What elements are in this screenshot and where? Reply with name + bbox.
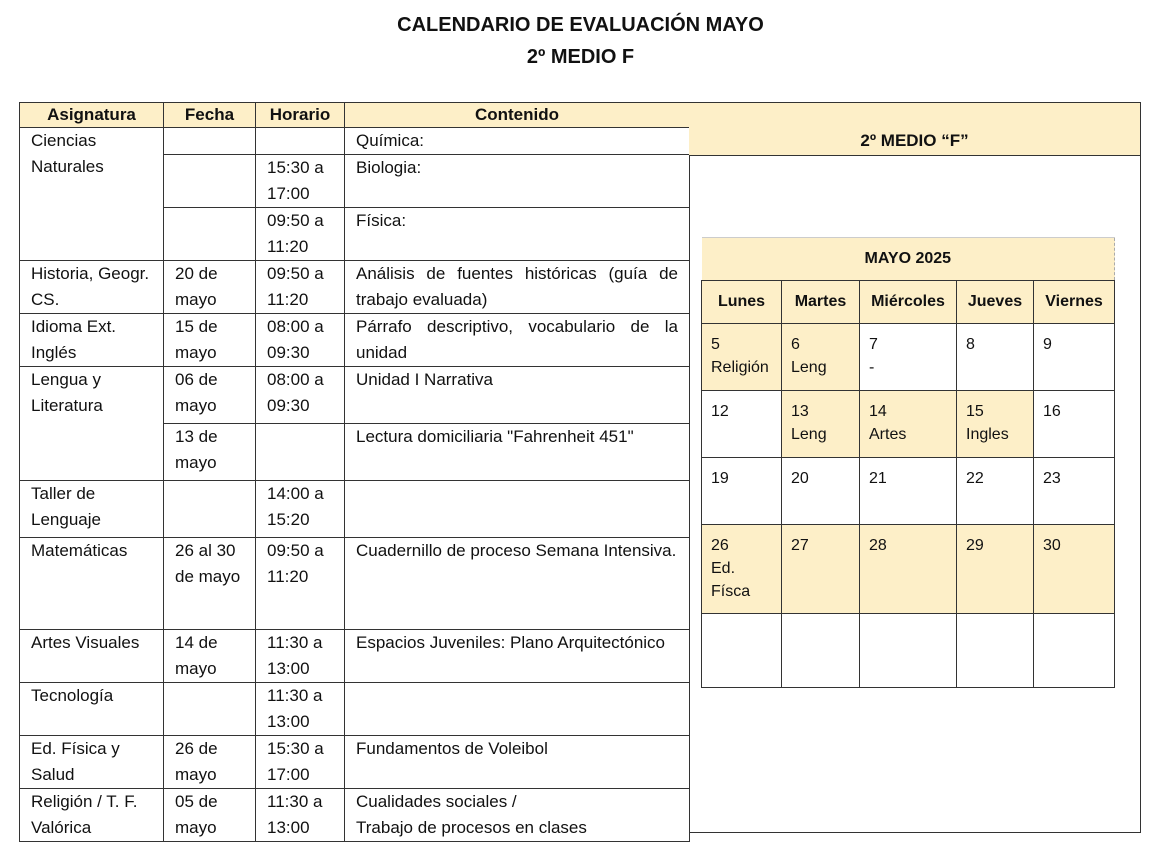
contenido-cell: Química: (345, 128, 690, 155)
subject-cell: Ciencias Naturales (20, 128, 164, 261)
horario-cell: 15:30 a 17:00 (256, 736, 345, 789)
contenido-cell: Fundamentos de Voleibol (345, 736, 690, 789)
calendar-day-cell (782, 614, 860, 688)
day-note: - (869, 359, 875, 376)
calendar-weekday-row (702, 281, 1115, 324)
contenido-cell: Lectura domiciliaria "Fahrenheit 451" (345, 424, 690, 481)
header-fecha: Fecha (164, 103, 256, 128)
calendar-day-cell (702, 391, 782, 458)
table-row (20, 314, 690, 367)
calendar-day-cell (1034, 324, 1115, 391)
horario-cell: 14:00 a 15:20 (256, 481, 345, 538)
calendar-week-row (702, 458, 1115, 525)
day-number: 5 (711, 336, 720, 353)
month-calendar (701, 237, 1115, 688)
fecha-cell: 14 de mayo (164, 630, 256, 683)
calendar-day-cell (702, 614, 782, 688)
calendar-day-cell (1034, 391, 1115, 458)
day-number: 9 (1043, 336, 1052, 353)
contenido-cell (345, 683, 690, 736)
table-row (20, 630, 690, 683)
calendar-day-cell (860, 324, 957, 391)
day-number: 12 (711, 403, 729, 420)
subject-cell: Idioma Ext. Inglés (20, 314, 164, 367)
table-row (20, 481, 690, 538)
horario-cell (256, 424, 345, 481)
fecha-cell: 13 de mayo (164, 424, 256, 481)
day-number: 8 (966, 336, 975, 353)
calendar-day-cell (860, 614, 957, 688)
horario-cell: 08:00 a 09:30 (256, 314, 345, 367)
day-number: 27 (791, 537, 809, 554)
subject-cell: Tecnología (20, 683, 164, 736)
table-row (20, 736, 690, 789)
calendar-day-cell (782, 458, 860, 525)
horario-cell: 09:50 a 11:20 (256, 208, 345, 261)
day-number: 28 (869, 537, 887, 554)
contenido-cell: Unidad I Narrativa (345, 367, 690, 424)
calendar-panel-title: 2º MEDIO “F” (689, 103, 1140, 156)
calendar-day-cell (782, 391, 860, 458)
fecha-cell: 20 de mayo (164, 261, 256, 314)
calendar-week-row (702, 391, 1115, 458)
calendar-day-cell (860, 391, 957, 458)
horario-cell: 11:30 a 13:00 (256, 630, 345, 683)
subject-cell: Ed. Física y Salud (20, 736, 164, 789)
fecha-cell (164, 155, 256, 208)
day-note: Ingles (966, 426, 1009, 443)
evaluation-table (19, 102, 690, 842)
day-number: 19 (711, 470, 729, 487)
fecha-cell: 26 al 30 de mayo (164, 538, 256, 630)
day-number: 21 (869, 470, 887, 487)
day-note: Ed. Físca (711, 560, 751, 600)
calendar-week-row (702, 525, 1115, 614)
day-number: 6 (791, 336, 800, 353)
day-note: Artes (869, 426, 907, 443)
weekday-header: Miércoles (860, 281, 957, 324)
fecha-cell: 26 de mayo (164, 736, 256, 789)
weekday-header: Lunes (702, 281, 782, 324)
contenido-cell: Cuadernillo de proceso Semana Intensiva. (345, 538, 690, 630)
calendar-day-cell (860, 458, 957, 525)
day-note: Leng (791, 426, 827, 443)
calendar-day-cell (702, 324, 782, 391)
day-note: Religión (711, 359, 769, 376)
subject-cell: Religión / T. F. Valórica (20, 789, 164, 842)
calendar-day-cell (782, 525, 860, 614)
day-number: 20 (791, 470, 809, 487)
page-subtitle: 2º MEDIO F (526, 46, 635, 68)
header-horario: Horario (256, 103, 345, 128)
fecha-cell: 15 de mayo (164, 314, 256, 367)
weekday-header: Viernes (1034, 281, 1115, 324)
fecha-cell: 06 de mayo (164, 367, 256, 424)
subject-cell: Matemáticas (20, 538, 164, 630)
horario-cell: 09:50 a 11:20 (256, 538, 345, 630)
calendar-day-cell (702, 525, 782, 614)
day-number: 13 (791, 403, 809, 420)
calendar-week-row (702, 614, 1115, 688)
table-row (20, 367, 690, 424)
day-number: 30 (1043, 537, 1061, 554)
day-number: 26 (711, 537, 729, 554)
day-number: 15 (966, 403, 984, 420)
contenido-cell (345, 481, 690, 538)
fecha-cell (164, 128, 256, 155)
calendar-day-cell (860, 525, 957, 614)
contenido-cell: Análisis de fuentes históricas (guía de trabajo evaluada) (345, 261, 690, 314)
horario-cell: 09:50 a 11:20 (256, 261, 345, 314)
header-contenido: Contenido (345, 103, 690, 128)
calendar-day-cell (957, 458, 1034, 525)
contenido-cell (345, 789, 690, 842)
day-number: 23 (1043, 470, 1061, 487)
horario-cell: 15:30 a 17:00 (256, 155, 345, 208)
calendar-day-cell (1034, 525, 1115, 614)
contenido-line: Cualidades sociales / (356, 792, 517, 811)
contenido-cell: Biologia: (345, 155, 690, 208)
weekday-header: Martes (782, 281, 860, 324)
page-title: CALENDARIO DE EVALUACIÓN MAYO (397, 14, 764, 36)
table-row (20, 789, 690, 842)
contenido-cell: Espacios Juveniles: Plano Arquitectónico (345, 630, 690, 683)
day-number: 7 (869, 336, 878, 353)
table-header-row (20, 103, 690, 128)
calendar-day-cell (957, 324, 1034, 391)
day-note: Leng (791, 359, 827, 376)
fecha-cell (164, 683, 256, 736)
table-row (20, 683, 690, 736)
calendar-day-cell (957, 614, 1034, 688)
calendar-day-cell (782, 324, 860, 391)
calendar-day-cell (702, 458, 782, 525)
table-row (20, 128, 690, 155)
subject-cell: Artes Visuales (20, 630, 164, 683)
subject-cell: Taller de Lenguaje (20, 481, 164, 538)
fecha-cell (164, 481, 256, 538)
horario-cell: 08:00 a 09:30 (256, 367, 345, 424)
contenido-line: Trabajo de procesos en clases (356, 818, 587, 837)
header-asignatura: Asignatura (20, 103, 164, 128)
subject-cell: Historia, Geogr. CS. (20, 261, 164, 314)
calendar-week-row (702, 324, 1115, 391)
horario-cell (256, 128, 345, 155)
contenido-cell: Física: (345, 208, 690, 261)
calendar-title-row (702, 238, 1115, 281)
weekday-header: Jueves (957, 281, 1034, 324)
day-number: 22 (966, 470, 984, 487)
calendar-day-cell (1034, 614, 1115, 688)
table-row (20, 261, 690, 314)
day-number: 14 (869, 403, 887, 420)
fecha-cell (164, 208, 256, 261)
contenido-cell: Párrafo descriptivo, vocabulario de la unidad (345, 314, 690, 367)
fecha-cell: 05 de mayo (164, 789, 256, 842)
horario-cell: 11:30 a 13:00 (256, 683, 345, 736)
calendar-day-cell (957, 391, 1034, 458)
calendar-day-cell (1034, 458, 1115, 525)
day-number: 29 (966, 537, 984, 554)
subject-cell: Lengua y Literatura (20, 367, 164, 481)
calendar-month-title: MAYO 2025 (702, 238, 1115, 281)
horario-cell: 11:30 a 13:00 (256, 789, 345, 842)
table-row (20, 538, 690, 630)
calendar-day-cell (957, 525, 1034, 614)
day-number: 16 (1043, 403, 1061, 420)
